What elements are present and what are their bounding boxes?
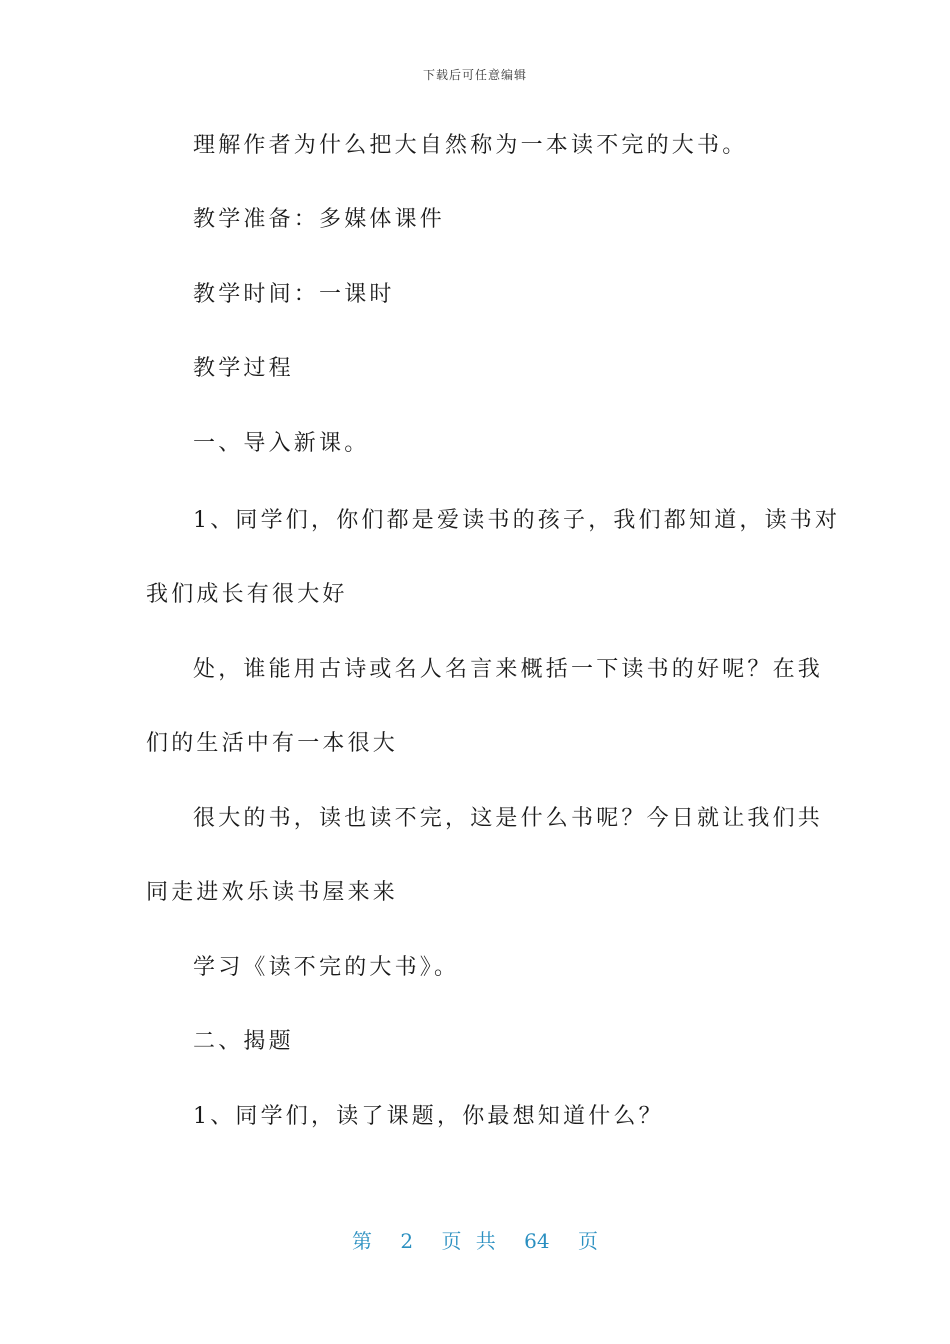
paragraph-3: 教学时间：一课时 [193,282,395,307]
paragraph-2: 教学准备：多媒体课件 [193,207,446,232]
paragraph-8: 处，谁能用古诗或名人名言来概括一下读书的好呢？在我 [193,657,824,682]
paragraph-9: 们的生活中有一本很大 [146,731,399,756]
paragraph-10: 很大的书，读也读不完，这是什么书呢？今日就让我们共 [193,806,824,831]
paragraph-5: 一、导入新课。 [193,431,370,456]
paragraph-1: 理解作者为什么把大自然称为一本读不完的大书。 [193,133,748,158]
paragraph-11: 同走进欢乐读书屋来来 [146,880,399,905]
paragraph-14: 1、同学们，读了课题，你最想知道什么？ [193,1104,664,1129]
paragraph-6: 1、同学们，你们都是爱读书的孩子，我们都知道，读书对 [193,508,841,533]
footer-suffix: 页 [577,1229,598,1253]
footer-total-pages: 64 [524,1229,550,1253]
footer-prefix: 第 [352,1229,372,1253]
footer-page-number: 2 [400,1229,414,1253]
paragraph-12: 学习《读不完的大书》。 [193,955,460,980]
paragraph-4: 教学过程 [193,356,294,381]
paragraph-7: 我们成长有很大好 [146,582,348,607]
paragraph-13: 二、揭题 [193,1029,294,1054]
page-footer [0,1225,950,1254]
page-header: 下载后可任意编辑 [422,68,527,82]
footer-middle: 页 共 [441,1229,496,1253]
